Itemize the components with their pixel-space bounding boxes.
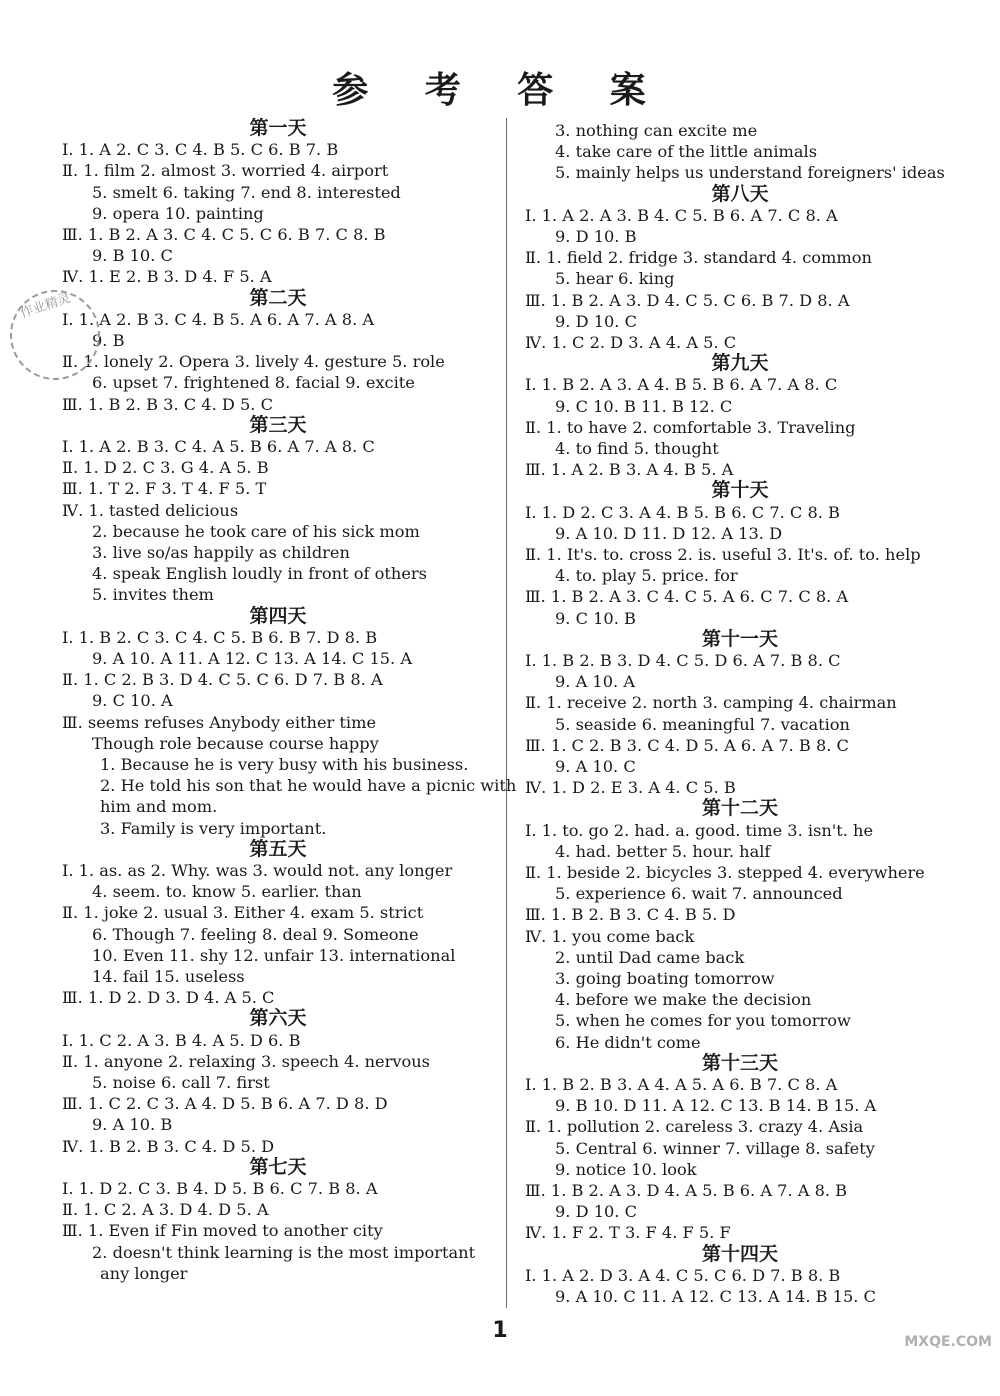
day-heading: 第一天 xyxy=(249,117,307,139)
answer-line: Ⅲ. 1. B 2. B 3. C 4. B 5. D xyxy=(525,905,736,925)
answer-line: Ⅰ. 1. D 2. C 3. A 4. B 5. B 6. C 7. C 8. B xyxy=(525,502,840,522)
answer-line: Ⅱ. 1. It's. to. cross 2. is. useful 3. It's. of. to. help xyxy=(525,545,921,565)
answer-line: Ⅱ. 1. C 2. B 3. D 4. C 5. C 6. D 7. B 8. A xyxy=(62,670,383,690)
answer-line: Ⅱ. 1. joke 2. usual 3. Either 4. exam 5. strict xyxy=(62,903,424,923)
answer-line: 4. speak English loudly in front of others xyxy=(92,564,427,584)
answer-line: Ⅱ. 1. lonely 2. Opera 3. lively 4. gesture 5. role xyxy=(62,352,445,372)
answer-line: Ⅲ. 1. T 2. F 3. T 4. F 5. T xyxy=(62,479,267,499)
day-heading: 第十四天 xyxy=(701,1242,778,1265)
answer-line: Ⅰ. 1. B 2. B 3. A 4. A 5. A 6. B 7. C 8. A xyxy=(525,1075,838,1095)
answer-line: 4. take care of the little animals xyxy=(555,142,818,162)
answer-line: Ⅰ. 1. as. as 2. Why. was 3. would not. any longer xyxy=(62,861,453,881)
day-heading: 第十天 xyxy=(711,479,769,502)
answer-line: Ⅰ. 1. to. go 2. had. a. good. time 3. isn't. he xyxy=(525,820,874,840)
answer-line: 6. upset 7. frightened 8. facial 9. excite xyxy=(92,373,415,393)
answer-line: Ⅱ. 1. anyone 2. relaxing 3. speech 4. nervous xyxy=(62,1051,430,1071)
answer-line: Ⅲ. 1. A 2. B 3. A 4. B 5. A xyxy=(525,460,734,480)
answer-line: Ⅰ. 1. B 2. C 3. C 4. C 5. B 6. B 7. D 8. B xyxy=(62,627,378,647)
answer-line: 5. smelt 6. taking 7. end 8. interested xyxy=(92,182,401,202)
answer-line: 4. had. better 5. hour. half xyxy=(555,841,771,861)
answer-line: Ⅱ. 1. film 2. almost 3. worried 4. airport xyxy=(62,161,389,181)
answer-line: 5. seaside 6. meaningful 7. vacation xyxy=(555,714,850,734)
answer-line: 2. doesn't think learning is the most important xyxy=(92,1242,476,1262)
answer-line: 6. Though 7. feeling 8. deal 9. Someone xyxy=(92,924,419,944)
answer-line: 3. Family is very important. xyxy=(100,818,327,838)
answer-line: Ⅱ. 1. receive 2. north 3. camping 4. chairman xyxy=(525,693,897,713)
day-heading: 第九天 xyxy=(711,352,769,375)
answer-line: Ⅲ. 1. C 2. B 3. C 4. D 5. A 6. A 7. B 8. C xyxy=(525,735,849,755)
answer-line: 9. D 10. C xyxy=(555,311,637,331)
answer-line: 14. fail 15. useless xyxy=(92,967,245,987)
answer-line: Ⅳ. 1. F 2. T 3. F 4. F 5. F xyxy=(525,1223,731,1243)
answer-line: Ⅲ. seems refuses Anybody either time xyxy=(62,712,377,732)
column-divider xyxy=(506,118,507,1308)
answer-line: 2. because he took care of his sick mom xyxy=(92,521,420,541)
answer-line: 5. experience 6. wait 7. announced xyxy=(555,884,843,904)
answer-line: 9. A 10. C xyxy=(555,757,636,777)
answer-line: 9. D 10. C xyxy=(555,1202,637,1222)
answer-line: 9. notice 10. look xyxy=(555,1159,697,1179)
answer-line: 9. A 10. A 11. A 12. C 13. A 14. C 15. A xyxy=(92,649,413,669)
answer-line: 9. C 10. B xyxy=(555,608,636,628)
answer-line: 5. mainly helps us understand foreigners' ideas xyxy=(555,163,945,183)
answer-line: Ⅲ. 1. B 2. A 3. C 4. C 5. A 6. C 7. C 8. A xyxy=(525,587,849,607)
answer-line: 4. to. play 5. price. for xyxy=(555,566,738,586)
answer-line: Ⅰ. 1. A 2. B 3. C 4. A 5. B 6. A 7. A 8. C xyxy=(62,437,375,456)
day-heading: 第二天 xyxy=(249,286,307,309)
answer-line: him and mom. xyxy=(100,797,218,817)
answer-line: 4. to find 5. thought xyxy=(555,439,719,459)
answer-line: Ⅰ. 1. C 2. A 3. B 4. A 5. D 6. B xyxy=(62,1030,301,1050)
answer-line: 10. Even 11. shy 12. unfair 13. international xyxy=(92,945,456,965)
answer-line: Ⅰ. 1. A 2. C 3. C 4. B 5. C 6. B 7. B xyxy=(62,140,339,160)
answer-line: 5. Central 6. winner 7. village 8. safety xyxy=(555,1138,875,1158)
answer-line: 5. noise 6. call 7. first xyxy=(92,1073,270,1093)
day-heading: 第三天 xyxy=(249,413,307,436)
page-number: 1 xyxy=(492,1318,508,1343)
answer-line: Ⅰ. 1. A 2. D 3. A 4. C 5. C 6. D 7. B 8. B xyxy=(525,1265,841,1285)
answer-line: Ⅱ. 1. beside 2. bicycles 3. stepped 4. everywhere xyxy=(525,863,925,883)
answer-line: 9. C 10. A xyxy=(92,691,173,711)
answer-line: 9. D 10. B xyxy=(555,227,637,246)
answer-line: Ⅰ. 1. B 2. A 3. A 4. B 5. B 6. A 7. A 8. C xyxy=(525,375,838,395)
answer-line: Ⅱ. 1. field 2. fridge 3. standard 4. common xyxy=(525,248,872,268)
answer-line: Ⅰ. 1. B 2. B 3. D 4. C 5. D 6. A 7. B 8. C xyxy=(525,651,841,671)
day-heading: 第五天 xyxy=(249,837,307,860)
day-heading: 第十三天 xyxy=(701,1051,778,1074)
day-heading: 第六天 xyxy=(249,1007,307,1030)
answer-line: 9. A 10. D 11. D 12. A 13. D xyxy=(555,523,783,543)
right-column xyxy=(525,120,955,1307)
answer-line: 9. A 10. C 11. A 12. C 13. A 14. B 15. C xyxy=(555,1287,876,1307)
answer-line: Ⅰ. 1. A 2. B 3. C 4. B 5. A 6. A 7. A 8. A xyxy=(62,309,375,329)
day-heading: 第七天 xyxy=(249,1155,307,1178)
answer-line: 9. A 10. A xyxy=(555,672,636,692)
day-heading: 第十二天 xyxy=(701,797,778,820)
answer-line: 9. A 10. B xyxy=(92,1115,173,1135)
answer-line: 9. opera 10. painting xyxy=(92,203,264,223)
answer-line: 1. Because he is very busy with his business. xyxy=(100,755,469,775)
answer-line: 9. C 10. B 11. B 12. C xyxy=(555,396,733,416)
answer-line: Ⅳ. 1. C 2. D 3. A 4. A 5. C xyxy=(525,333,737,353)
day-heading: 第十一天 xyxy=(701,627,778,650)
answer-line: Ⅳ. 1. D 2. E 3. A 4. C 5. B xyxy=(525,778,736,798)
answer-line: Ⅳ. 1. B 2. B 3. C 4. D 5. D xyxy=(62,1136,275,1156)
answer-line: Ⅳ. 1. tasted delicious xyxy=(62,500,239,520)
answer-line: Ⅲ. 1. C 2. C 3. A 4. D 5. B 6. A 7. D 8. D xyxy=(62,1094,388,1114)
watermark-stamp: 作业精灵 xyxy=(0,278,112,391)
left-column xyxy=(62,117,517,1284)
answer-line: Ⅲ. 1. B 2. B 3. C 4. D 5. C xyxy=(62,394,273,414)
answer-line: 9. B 10. D 11. A 12. C 13. B 14. B 15. A xyxy=(555,1096,877,1116)
answer-line: Ⅲ. 1. Even if Fin moved to another city xyxy=(62,1221,383,1241)
answer-line: Ⅱ. 1. pollution 2. careless 3. crazy 4. Asia xyxy=(525,1117,864,1137)
page-title: 参 考 答 案 xyxy=(332,70,668,111)
answer-line: Ⅲ. 1. D 2. D 3. D 4. A 5. C xyxy=(62,988,275,1008)
answer-line: 9. B 10. C xyxy=(92,246,173,266)
answer-line: Ⅱ. 1. D 2. C 3. G 4. A 5. B xyxy=(62,458,269,478)
answer-line: 2. until Dad came back xyxy=(555,947,745,967)
answer-line: 3. live so/as happily as children xyxy=(92,543,350,563)
answer-line: Ⅲ. 1. B 2. A 3. D 4. C 5. C 6. B 7. D 8. A xyxy=(525,290,850,310)
answer-line: 3. going boating tomorrow xyxy=(555,969,775,989)
day-heading: 第四天 xyxy=(249,604,307,627)
answer-line: Ⅰ. 1. A 2. A 3. B 4. C 5. B 6. A 7. C 8. A xyxy=(525,205,838,225)
answer-line: Ⅲ. 1. B 2. A 3. C 4. C 5. C 6. B 7. C 8. B xyxy=(62,225,386,244)
answer-line: 6. He didn't come xyxy=(555,1032,701,1052)
answer-line: 4. before we make the decision xyxy=(555,990,812,1010)
answer-line: Ⅱ. 1. C 2. A 3. D 4. D 5. A xyxy=(62,1200,269,1220)
answer-line: any longer xyxy=(100,1263,188,1283)
day-heading: 第八天 xyxy=(711,182,769,205)
answer-line: Ⅳ. 1. you come back xyxy=(525,926,695,946)
answer-line: 5. when he comes for you tomorrow xyxy=(555,1011,851,1031)
answer-line: 5. hear 6. king xyxy=(555,269,675,289)
answer-line: Ⅰ. 1. D 2. C 3. B 4. D 5. B 6. C 7. B 8. A xyxy=(62,1179,378,1199)
answer-line: 2. He told his son that he would have a picnic with xyxy=(100,776,517,796)
watermark-site: MXQE.COM xyxy=(904,1334,992,1350)
answer-line: Ⅳ. 1. E 2. B 3. D 4. F 5. A xyxy=(62,267,272,287)
answer-line: Ⅲ. 1. B 2. A 3. D 4. A 5. B 6. A 7. A 8. B xyxy=(525,1181,848,1201)
answer-line: Though role because course happy xyxy=(92,733,379,753)
answer-line: 3. nothing can excite me xyxy=(555,121,758,140)
answer-line: 5. invites them xyxy=(92,585,214,605)
answer-line: Ⅱ. 1. to have 2. comfortable 3. Traveling xyxy=(525,417,856,437)
answer-line: 9. B xyxy=(92,331,125,350)
answer-line: 4. seem. to. know 5. earlier. than xyxy=(92,882,362,902)
